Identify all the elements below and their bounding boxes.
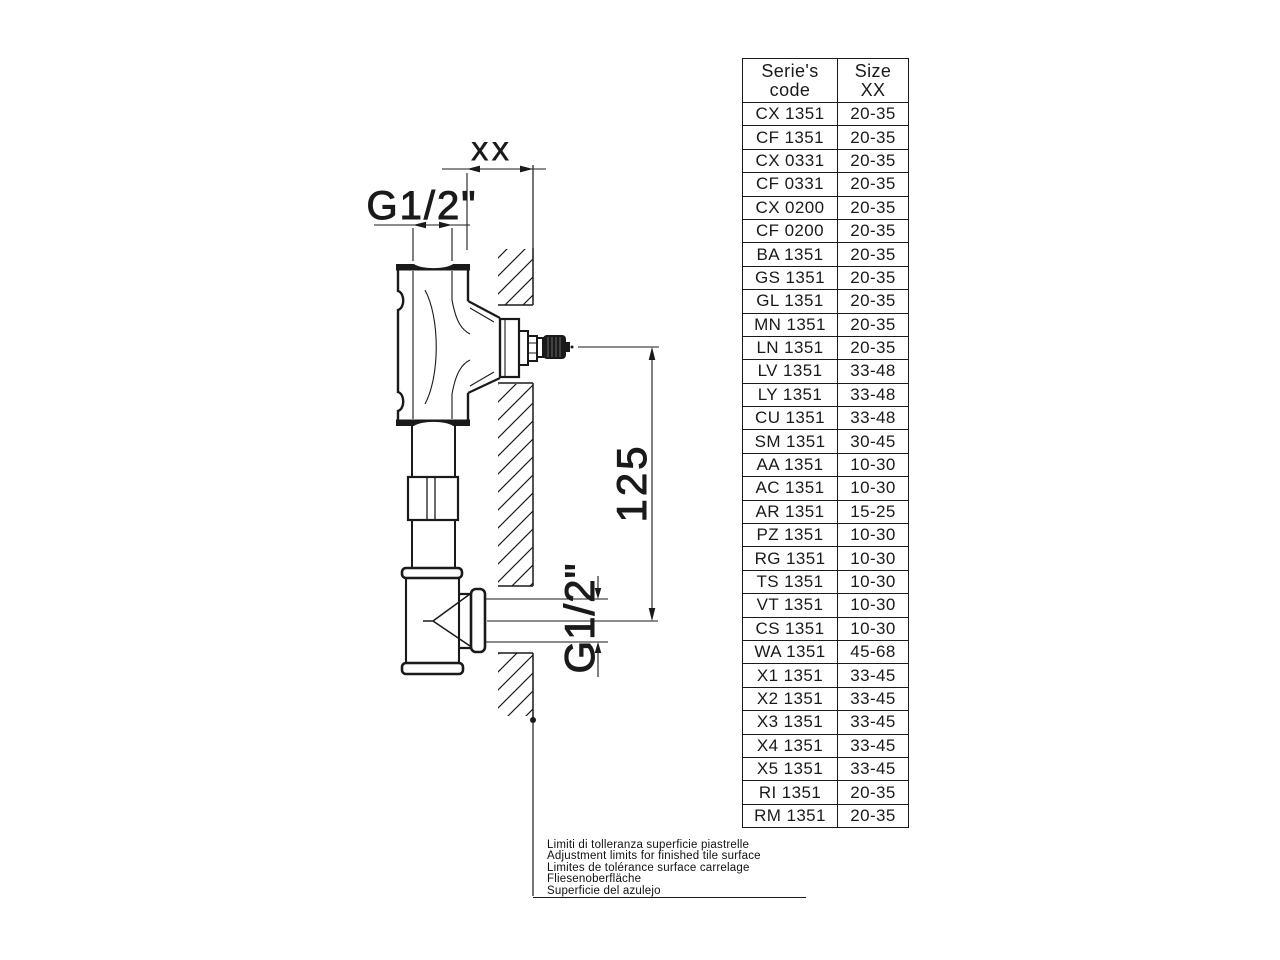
series-code-cell: LN 1351 [743,336,838,359]
table-row [743,336,909,359]
series-code-cell: X3 1351 [743,711,838,734]
table-row [743,711,909,734]
series-code-cell: CS 1351 [743,617,838,640]
table-row [743,547,909,570]
table-header-row [743,59,909,103]
size-cell: 10-30 [838,570,909,593]
series-code-cell: LY 1351 [743,383,838,406]
size-cell: 10-30 [838,617,909,640]
dim-depth-label: 125 [608,443,655,523]
table-row [743,243,909,266]
size-cell: 10-30 [838,477,909,500]
size-cell: 10-30 [838,453,909,476]
table-row [743,757,909,780]
valve-body [396,264,500,426]
header-size-xx: Size XX [838,59,909,103]
table-row [743,524,909,547]
table-row [743,430,909,453]
table-row [743,640,909,663]
size-cell: 15-25 [838,500,909,523]
size-cell: 33-45 [838,734,909,757]
size-cell: 45-68 [838,640,909,663]
table-row [743,126,909,149]
body-inner-lines [413,271,494,419]
wall-hatch-upper [498,249,533,305]
size-cell: 20-35 [838,149,909,172]
size-cell: 33-48 [838,407,909,430]
table-row [743,266,909,289]
tile-surface-note [533,840,806,898]
series-table-body [743,103,909,828]
size-cell: 10-30 [838,524,909,547]
size-cell: 20-35 [838,103,909,126]
dimension-outlet-thread [556,563,603,677]
table-row [743,594,909,617]
series-code-cell: PZ 1351 [743,524,838,547]
series-code-cell: RI 1351 [743,781,838,804]
size-cell: 20-35 [838,336,909,359]
series-code-cell: CU 1351 [743,407,838,430]
size-cell: 33-45 [838,664,909,687]
wall-hatch-middle [498,384,533,586]
series-code-cell: CX 0200 [743,196,838,219]
table-row [743,290,909,313]
size-cell: 10-30 [838,594,909,617]
table-row [743,219,909,242]
size-cell: 33-45 [838,711,909,734]
valve-section-drawing [330,130,690,910]
series-code-cell: WA 1351 [743,640,838,663]
note-line-de: Fliesenoberfläche [547,873,642,886]
size-cell: 30-45 [838,430,909,453]
size-cell: 20-35 [838,266,909,289]
series-code-cell: CF 0200 [743,219,838,242]
outlet-bore-chevron [423,594,470,646]
dimension-inlet-thread [367,184,478,261]
size-cell: 20-35 [838,219,909,242]
table-row [743,360,909,383]
table-row [743,804,909,827]
table-row [743,687,909,710]
series-code-cell: X5 1351 [743,757,838,780]
series-code-cell: X2 1351 [743,687,838,710]
note-line-it: Limiti di tolleranza superficie piastrelle [547,839,750,851]
supply-pipe [408,426,458,568]
size-cell: 20-35 [838,243,909,266]
valve-cartridge-spindle [500,319,574,377]
wall-hatch-lower [498,653,533,716]
table-row [743,103,909,126]
series-code-cell: SM 1351 [743,430,838,453]
table-row [743,734,909,757]
table-row [743,173,909,196]
wall-section [498,165,536,896]
table-row [743,313,909,336]
series-code-cell: X1 1351 [743,664,838,687]
table-row [743,664,909,687]
note-line-es: Superficie del azulejo [547,884,661,897]
series-code-cell: RM 1351 [743,804,838,827]
spindle-knurled-tip [543,335,566,359]
size-cell: 10-30 [838,547,909,570]
series-code-cell: CX 0331 [743,149,838,172]
note-line-en: Adjustment limits for finished tile surface [547,850,761,863]
header-series-code: Serie's code [743,59,838,103]
series-size-table [742,58,909,828]
series-code-cell: AA 1351 [743,453,838,476]
table-row [743,617,909,640]
bonnet-cone [468,301,500,393]
size-cell: 33-45 [838,757,909,780]
table-row [743,453,909,476]
dim-outlet-thread-label: G1/2" [556,562,603,674]
size-cell: 33-48 [838,383,909,406]
dim-xx-label: XX [471,138,513,166]
series-code-cell: CF 1351 [743,126,838,149]
series-code-cell: VT 1351 [743,594,838,617]
body-outline-left [398,270,403,420]
size-cell: 33-48 [838,360,909,383]
table-row [743,383,909,406]
series-code-cell: BA 1351 [743,243,838,266]
size-cell: 20-35 [838,313,909,336]
size-cell: 33-45 [838,687,909,710]
table-row [743,407,909,430]
series-code-cell: GS 1351 [743,266,838,289]
table-row [743,477,909,500]
series-code-cell: AR 1351 [743,500,838,523]
series-code-cell: LV 1351 [743,360,838,383]
size-cell: 20-35 [838,781,909,804]
table-row [743,781,909,804]
table-row [743,570,909,593]
series-code-cell: CF 0331 [743,173,838,196]
series-code-cell: GL 1351 [743,290,838,313]
size-cell: 20-35 [838,173,909,196]
size-cell: 20-35 [838,196,909,219]
series-code-cell: AC 1351 [743,477,838,500]
table-row [743,196,909,219]
series-code-cell: MN 1351 [743,313,838,336]
series-code-cell: X4 1351 [743,734,838,757]
dim-inlet-thread-label: G1/2" [366,184,478,228]
size-cell: 20-35 [838,126,909,149]
union-coupling [408,477,458,520]
series-code-cell: RG 1351 [743,547,838,570]
series-code-cell: TS 1351 [743,570,838,593]
table-row [743,149,909,172]
size-cell: 20-35 [838,804,909,827]
size-cell: 20-35 [838,290,909,313]
note-line-fr: Limites de tolérance surface carrelage [547,861,750,874]
table-row [743,500,909,523]
series-code-cell: CX 1351 [743,103,838,126]
outlet-flange [471,589,485,652]
leader-dot [530,717,536,723]
